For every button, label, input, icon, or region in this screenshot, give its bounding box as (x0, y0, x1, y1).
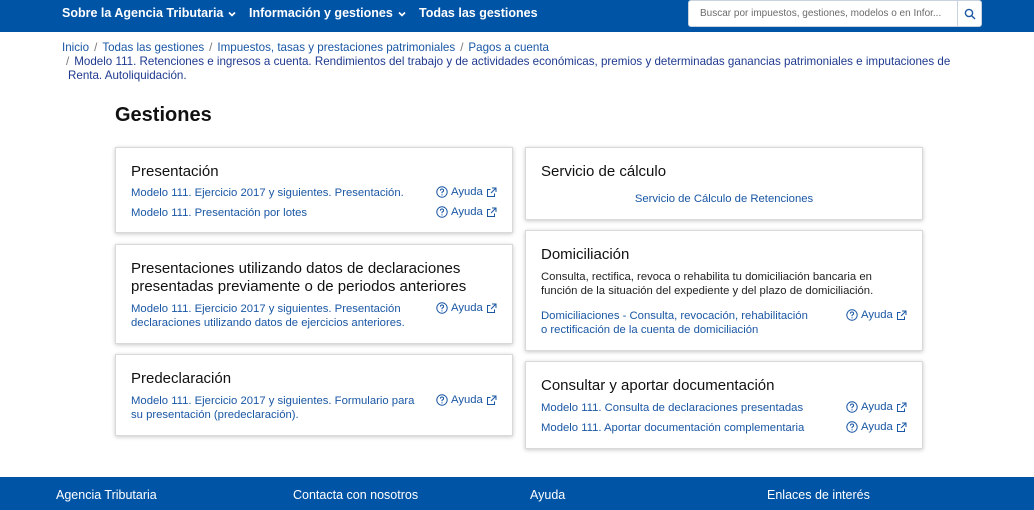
breadcrumb-line-1 (62, 41, 982, 55)
card-presentacion (115, 147, 513, 233)
footer (0, 477, 1034, 510)
help-link[interactable] (436, 394, 497, 406)
card-title: Consultar y aportar documentación (541, 377, 775, 394)
footer-ayuda[interactable]: Ayuda (530, 488, 566, 502)
page-title: Gestiones (115, 104, 212, 126)
question-circle-icon (436, 186, 448, 198)
card-domiciliacion (525, 230, 923, 351)
help-link[interactable] (846, 309, 907, 321)
link-presentacion-2017[interactable]: Modelo 111. Ejercicio 2017 y siguientes. Presentación. (131, 187, 404, 199)
breadcrumb-separator: / (66, 55, 70, 68)
breadcrumb-separator: / (94, 41, 98, 54)
nav-informacion-label: Información y gestiones (249, 6, 393, 20)
card-documentacion (525, 361, 923, 449)
nav-informacion-gestiones[interactable] (249, 0, 407, 28)
nav-todas-gestiones[interactable] (419, 0, 538, 28)
question-circle-icon (846, 401, 858, 413)
card-title-line1: Presentaciones utilizando datos de declaraciones (131, 260, 461, 277)
help-label: Ayuda (861, 421, 893, 433)
help-link[interactable] (846, 401, 907, 413)
card-title: Servicio de cálculo (541, 163, 667, 180)
external-link-icon (896, 402, 907, 413)
search-box (688, 0, 982, 27)
breadcrumb-pagos-cuenta[interactable]: Pagos a cuenta (468, 41, 549, 54)
card-title: Predeclaración (131, 370, 232, 387)
link-presentacion-lotes[interactable]: Modelo 111. Presentación por lotes (131, 207, 308, 219)
link-predeclaracion[interactable] (131, 394, 431, 422)
link-line1: Domiciliaciones - Consulta, revocación, rehabilitación (541, 310, 808, 322)
help-link[interactable] (436, 206, 497, 218)
desc-line2: función de la situación del expediente y del plazo de domiciliación. (541, 285, 874, 297)
external-link-icon (896, 422, 907, 433)
link-line2: su presentación (predeclaración). (131, 409, 299, 421)
link-line2: declaraciones utilizando datos de ejercicios anteriores. (131, 317, 405, 329)
search-button[interactable] (957, 1, 982, 26)
footer-enlaces-interes[interactable]: Enlaces de interés (767, 488, 870, 502)
question-circle-icon (436, 206, 448, 218)
help-label: Ayuda (451, 394, 483, 406)
breadcrumb (62, 41, 982, 83)
breadcrumb-current-line1: Modelo 111. Retenciones e ingresos a cuenta. Rendimientos del trabajo y de actividades económicas, premios y determinadas ganancias patrimoniales e imputaciones de (74, 55, 951, 68)
help-label: Ayuda (451, 302, 483, 314)
card-predeclaracion (115, 354, 513, 436)
link-line1: Modelo 111. Ejercicio 2017 y siguientes. Formulario para (131, 395, 415, 407)
link-presentacion-datos-anteriores[interactable] (131, 302, 431, 330)
link-consulta-declaraciones[interactable]: Modelo 111. Consulta de declaraciones presentadas (541, 402, 804, 414)
breadcrumb-line-2 (66, 55, 982, 69)
external-link-icon (486, 303, 497, 314)
breadcrumb-impuestos-tasas[interactable]: Impuestos, tasas y prestaciones patrimoniales (217, 41, 456, 54)
help-label: Ayuda (451, 186, 483, 198)
card-title: Domiciliación (541, 246, 630, 263)
search-icon (964, 8, 976, 20)
card-servicio-calculo (525, 147, 923, 220)
breadcrumb-separator: / (460, 41, 464, 54)
help-label: Ayuda (861, 401, 893, 413)
external-link-icon (486, 395, 497, 406)
help-link[interactable] (436, 302, 497, 314)
question-circle-icon (436, 302, 448, 314)
question-circle-icon (846, 309, 858, 321)
breadcrumb-inicio[interactable]: Inicio (62, 41, 90, 54)
help-label: Ayuda (861, 309, 893, 321)
breadcrumb-current-line2: Renta. Autoliquidación. (68, 69, 187, 82)
nav-sobre-agencia[interactable] (62, 0, 237, 28)
link-line2: o rectificación de la cuenta de domiciliación (541, 324, 759, 336)
top-navigation-bar (0, 0, 1034, 32)
card-title-line2: presentadas previamente o de periodos anteriores (131, 278, 467, 295)
card-presentaciones-datos (115, 244, 513, 344)
help-label: Ayuda (451, 206, 483, 218)
chevron-down-icon (397, 9, 407, 19)
footer-agencia-tributaria[interactable]: Agencia Tributaria (56, 488, 157, 502)
card-description (541, 270, 911, 298)
link-aportar-documentacion[interactable]: Modelo 111. Aportar documentación complementaria (541, 422, 805, 434)
nav-sobre-agencia-label: Sobre la Agencia Tributaria (62, 6, 224, 20)
breadcrumb-separator: / (209, 41, 213, 54)
breadcrumb-todas-gestiones[interactable]: Todas las gestiones (102, 41, 205, 54)
link-line1: Modelo 111. Ejercicio 2017 y siguientes. Presentación (131, 303, 401, 315)
chevron-down-icon (227, 9, 237, 19)
external-link-icon (896, 310, 907, 321)
link-domiciliaciones[interactable] (541, 309, 841, 337)
help-link[interactable] (436, 186, 497, 198)
external-link-icon (486, 187, 497, 198)
link-servicio-calculo-retenciones[interactable]: Servicio de Cálculo de Retenciones (634, 193, 814, 205)
card-title: Presentación (131, 163, 219, 180)
search-input[interactable] (689, 1, 957, 26)
help-link[interactable] (846, 421, 907, 433)
desc-line1: Consulta, rectifica, revoca o rehabilita tu domiciliación bancaria en (541, 271, 872, 283)
footer-contacta[interactable]: Contacta con nosotros (293, 488, 419, 502)
nav-todas-gestiones-label: Todas las gestiones (419, 6, 538, 20)
breadcrumb-line-3 (68, 69, 982, 83)
external-link-icon (486, 207, 497, 218)
question-circle-icon (436, 394, 448, 406)
question-circle-icon (846, 421, 858, 433)
